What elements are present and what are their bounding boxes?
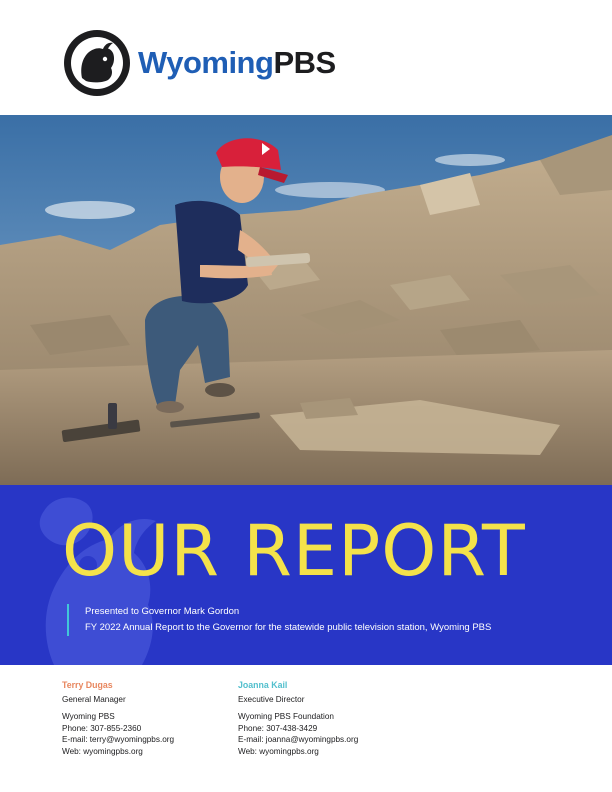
contact-phone: Phone: 307-855-2360 [62, 723, 142, 733]
contact-email[interactable]: E-mail: terry@wyomingpbs.org [62, 735, 175, 745]
wyoming-pbs-logo [62, 28, 336, 98]
contact-phone: Phone: 307-438-3429 [238, 723, 318, 733]
contact-name: Joanna Kail [238, 680, 288, 690]
contact-role: Executive Director [238, 694, 305, 704]
contact-card-terry [62, 680, 174, 758]
logo-wyoming: Wyoming [138, 45, 274, 80]
contact-org: Wyoming PBS Foundation [238, 712, 334, 722]
contact-card-joanna [238, 680, 358, 758]
contact-web[interactable]: Web: wyomingpbs.org [62, 746, 143, 756]
report-banner [0, 485, 612, 665]
report-subtitle [67, 604, 491, 636]
contact-web[interactable]: Web: wyomingpbs.org [238, 746, 319, 756]
subtitle-presented-to: Presented to Governor Mark Gordon [85, 606, 240, 617]
contact-role: General Manager [62, 694, 126, 704]
logo-wordmark [138, 45, 336, 81]
contact-email[interactable]: E-mail: joanna@wyomingpbs.org [238, 735, 359, 745]
contact-org: Wyoming PBS [62, 712, 115, 722]
report-title: OUR REPORT [62, 510, 526, 592]
subtitle-description: FY 2022 Annual Report to the Governor for the statewide public television station, Wyoming PBS [85, 622, 492, 633]
logo-pbs: PBS [273, 45, 336, 80]
contact-name: Terry Dugas [62, 680, 113, 690]
bison-circle-icon [62, 28, 132, 98]
hero-photo [0, 115, 612, 485]
